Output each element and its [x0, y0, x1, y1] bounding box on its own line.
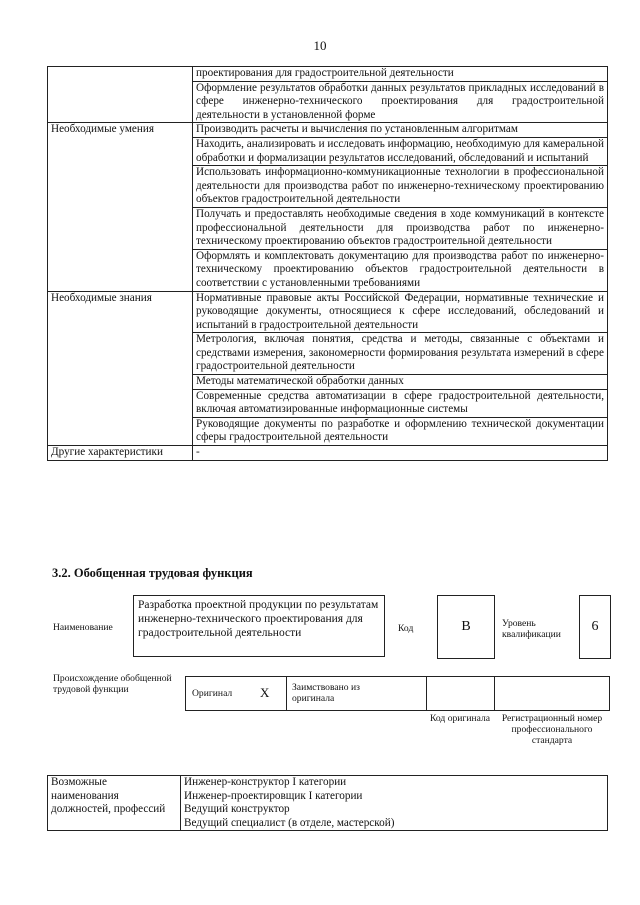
name-label: Наименование [53, 622, 113, 633]
positions-list [181, 776, 608, 831]
divider [286, 677, 287, 710]
page-number: 10 [313, 38, 327, 53]
original-mark: X [260, 685, 270, 700]
positions-table [47, 775, 608, 831]
skills-label: Необходимые умения [48, 123, 193, 291]
table-cell: - [193, 446, 608, 461]
list-item: Инженер-проектировщик I категории [184, 789, 363, 802]
table-cell: Нормативные правовые акты Российской Федерации, нормативные технические и руководящие документы, относящиеся к сфере исследований, обследований и испытаний в градостроительной деятельности [193, 291, 608, 333]
positions-label: Возможные наименования должностей, профессий [48, 776, 181, 831]
code-label: Код [398, 623, 414, 634]
section-title: 3.2. Обобщенная трудовая функция [52, 566, 253, 580]
list-item: Ведущий специалист (в отделе, мастерской) [184, 816, 395, 829]
code-value: B [437, 595, 495, 659]
divider [426, 677, 427, 710]
table-cell: Оформлять и комплектовать документацию для производства работ по инженерно-техническому проектированию объектов градостроительной деятельности в соответствии с установленными требованиями [193, 249, 608, 291]
table-cell: Производить расчеты и вычисления по установленным алгоритмам [193, 123, 608, 138]
table-cell: Современные средства автоматизации в сфере градостроительной деятельности, включая автоматизированные информационные системы [193, 389, 608, 417]
skills-knowledge-table [47, 66, 608, 461]
original-label: Оригинал [192, 688, 233, 699]
table-cell: Использовать информационно-коммуникационные технологии в профессиональной деятельности для производства работ по инженерно-техническому проектированию объектов градостроительной деятельности [193, 166, 608, 208]
code-caption: Код оригинала [429, 713, 491, 724]
list-item: Инженер-конструктор I категории [184, 776, 347, 788]
table-cell: Получать и предоставлять необходимые сведения в ходе коммуникаций в контексте профессиональной деятельности для производства работ по инженерно-техническому проектированию объектов градостроительной деятельности [193, 207, 608, 249]
name-value: Разработка проектной продукции по результатам инженерно-технического проектирования для градостроительной деятельности [133, 595, 385, 657]
table-cell: Методы математической обработки данных [193, 375, 608, 390]
level-value: 6 [579, 595, 611, 659]
other-characteristics-label: Другие характеристики [48, 446, 193, 461]
table-cell: Метрология, включая понятия, средства и методы, связанные с объектами и средствами измерения, закономерности формирования результата измерений в сфере градостроительной деятельности [193, 333, 608, 375]
table-cell: Оформление результатов обработки данных результатов прикладных исследований в сфере инженерно-технического проектирования для градостроительной деятельности в установленной форме [193, 81, 608, 123]
borrowed-label: Заимствовано из оригинала [292, 682, 360, 704]
divider [494, 677, 495, 710]
origin-box [185, 676, 610, 711]
table-cell: проектирования для градостроительной деятельности [193, 67, 608, 82]
reg-caption: Регистрационный номер профессионального стандарта [501, 713, 603, 746]
table-cell: Находить, анализировать и исследовать информацию, необходимую для камеральной обработки и формализации результатов исследований, обследований и испытаний [193, 137, 608, 165]
list-item: Ведущий конструктор [184, 803, 290, 816]
origin-label: Происхождение обобщенной трудовой функции [53, 673, 172, 695]
level-label: Уровень квалификации [502, 618, 561, 640]
table-label-cell [48, 67, 193, 123]
knowledge-label: Необходимые знания [48, 291, 193, 446]
table-cell: Руководящие документы по разработке и оформлению технической документации сферы градостроительной деятельности [193, 417, 608, 445]
